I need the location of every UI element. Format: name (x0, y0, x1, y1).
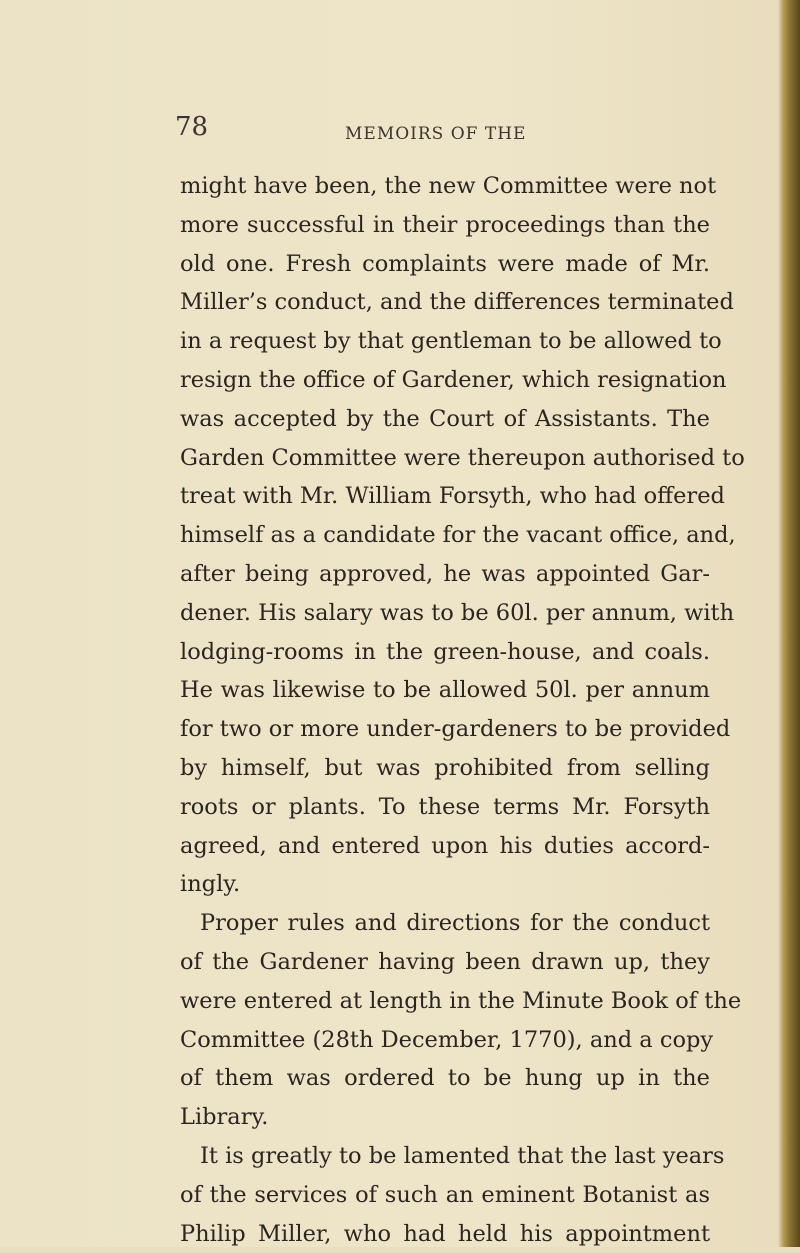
text-line: He was likewise to be allowed 50l. per annum (180, 677, 710, 704)
text-line: Philip Miller, who had held his appointment (180, 1220, 710, 1247)
text-line: Proper rules and directions for the conduct (200, 910, 710, 937)
text-line: old one. Fresh complaints were made of Mr. (180, 250, 710, 277)
text-line: roots or plants. To these terms Mr. Forsyth (180, 793, 710, 820)
text-line: himself as a candidate for the vacant office, and, (180, 522, 736, 549)
text-line: more successful in their proceedings than the (180, 211, 710, 238)
page-header (175, 112, 715, 150)
text-line: might have been, the new Committee were not (180, 173, 717, 199)
text-line: in a request by that gentleman to be allowed to (180, 328, 722, 355)
text-line: for two or more under-gardeners to be provided (180, 716, 731, 743)
page-edge (778, 0, 800, 1247)
text-line: of the Gardener having been drawn up, they (180, 948, 710, 975)
text-line: dener. His salary was to be 60l. per annum, with (180, 599, 735, 626)
text-line: Garden Committee were thereupon authorised to (180, 444, 745, 471)
text-line: of them was ordered to be hung up in the (180, 1065, 710, 1092)
text-line: Committee (28th December, 1770), and a copy (180, 1026, 714, 1053)
text-line: were entered at length in the Minute Book of the (180, 987, 742, 1014)
text-line: It is greatly to be lamented that the last years (200, 1142, 725, 1169)
text-line: resign the office of Gardener, which resignation (180, 366, 727, 393)
text-line: was accepted by the Court of Assistants. The (180, 405, 710, 432)
text-line: agreed, and entered upon his duties accord- (180, 832, 710, 859)
text-line: by himself, but was prohibited from selling (180, 754, 710, 781)
running-head: MEMOIRS OF THE (345, 124, 527, 144)
body-text (180, 167, 745, 1253)
page-number: 78 (175, 112, 209, 142)
text-line: lodging-rooms in the green-house, and coals. (180, 638, 710, 665)
text-line: Library. (180, 1104, 269, 1131)
text-line: after being approved, he was appointed Gar- (180, 560, 710, 587)
text-line: of the services of such an eminent Botanist as (180, 1181, 710, 1208)
text-line: ingly. (180, 871, 241, 898)
text-line: treat with Mr. William Forsyth, who had offered (180, 483, 725, 510)
text-line: Miller’s conduct, and the differences terminated (180, 289, 734, 316)
